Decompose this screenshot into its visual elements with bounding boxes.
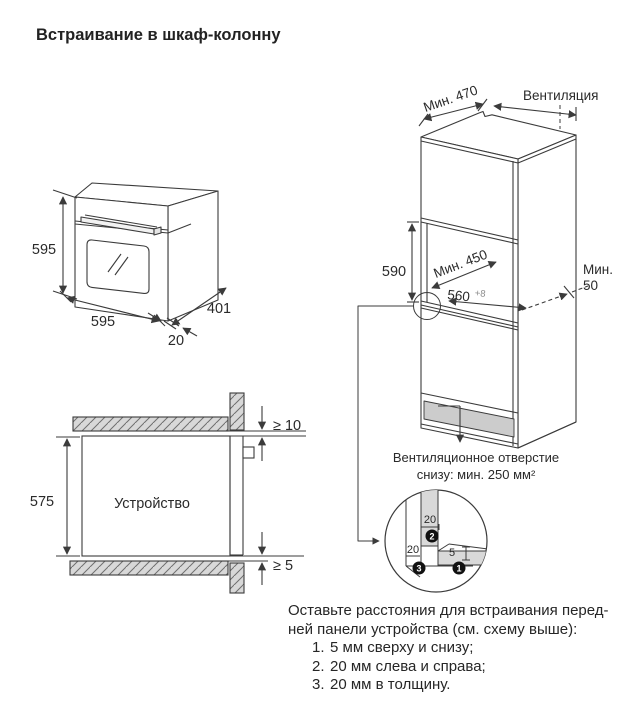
instructions-intro-line1: Оставьте расстояния для встраивания перед- — [288, 602, 609, 619]
cabinet-niche-depth-label: Мин. 450 — [431, 246, 490, 281]
oven-isometric-drawing — [53, 183, 226, 336]
cabinet-top-depth-label: Мин. 470 — [421, 82, 480, 115]
vent-note-line1: Вентиляционное отверстие — [392, 450, 560, 465]
instruction-item-1-text: 5 мм сверху и снизу; — [330, 639, 474, 657]
cabinet-right-face — [518, 135, 576, 448]
instruction-item-2 — [312, 658, 636, 677]
svg-text:2: 2 — [429, 531, 435, 542]
device-height-dimension — [56, 437, 80, 556]
device-handle-profile — [243, 447, 254, 458]
detail-marker-2 — [426, 530, 439, 543]
instruction-item-3 — [312, 676, 636, 695]
detail-bottom-clearance-label: 5 — [448, 547, 456, 559]
instructions-intro-line2: ней панели устройства (см. схему выше): — [288, 620, 578, 638]
oven-width-label: 595 — [90, 314, 116, 330]
instruction-item-2-number: 2. — [312, 657, 325, 675]
instruction-item-1 — [312, 639, 636, 658]
bottom-gap-label: ≥ 5 — [273, 558, 294, 574]
instruction-item-3-text: 20 мм в толщину. — [330, 676, 451, 694]
instruction-item-2-text: 20 мм слева и справа; — [330, 657, 486, 675]
svg-text:3: 3 — [416, 563, 422, 574]
cabinet-ventilation-label: Вентиляция — [523, 88, 599, 103]
detail-top-clearance-label: 20 — [423, 514, 437, 526]
cabinet-front-frame-top-section — [230, 393, 244, 430]
cabinet-front-frame-bottom-section — [230, 563, 244, 593]
cabinet-niche-width-tolerance: +8 — [474, 287, 487, 300]
page-title: Встраивание в шкаф-колонну — [36, 26, 281, 44]
cabinet-niche-height-dimension — [407, 222, 419, 302]
cabinet-niche-height-label: 590 — [381, 264, 407, 280]
detail-marker-1 — [453, 562, 466, 575]
instruction-item-1-number: 1. — [312, 639, 325, 657]
instruction-item-3-number: 3. — [312, 676, 325, 694]
cabinet-bottom-panel-section — [70, 561, 228, 575]
corner-detail-drawing — [385, 489, 488, 592]
device-height-label: 575 — [29, 494, 55, 510]
oven-door-window — [87, 240, 149, 294]
device-label: Устройство — [114, 496, 190, 512]
installation-instructions — [288, 602, 636, 695]
cabinet-rear-gap-label-line2: 50 — [583, 278, 599, 293]
detail-left-clearance-label: 20 — [406, 544, 420, 556]
cabinet-rear-gap-label-line1: Мин. — [583, 262, 613, 277]
cross-section-drawing — [56, 393, 306, 593]
oven-panel-thickness-label: 20 — [167, 333, 185, 349]
top-gap-label: ≥ 10 — [273, 418, 302, 434]
cabinet-niche-width-label: 560 — [446, 287, 471, 305]
device-front-panel-section — [230, 436, 254, 555]
detail-marker-3 — [413, 562, 426, 575]
oven-height-label: 595 — [31, 242, 57, 258]
oven-depth-label: 401 — [206, 301, 232, 317]
oven-height-dimension — [53, 190, 77, 299]
svg-text:1: 1 — [456, 563, 462, 574]
cabinet-top-panel-section — [73, 417, 228, 431]
vent-note-line2: снизу: мин. 250 мм² — [416, 467, 536, 482]
